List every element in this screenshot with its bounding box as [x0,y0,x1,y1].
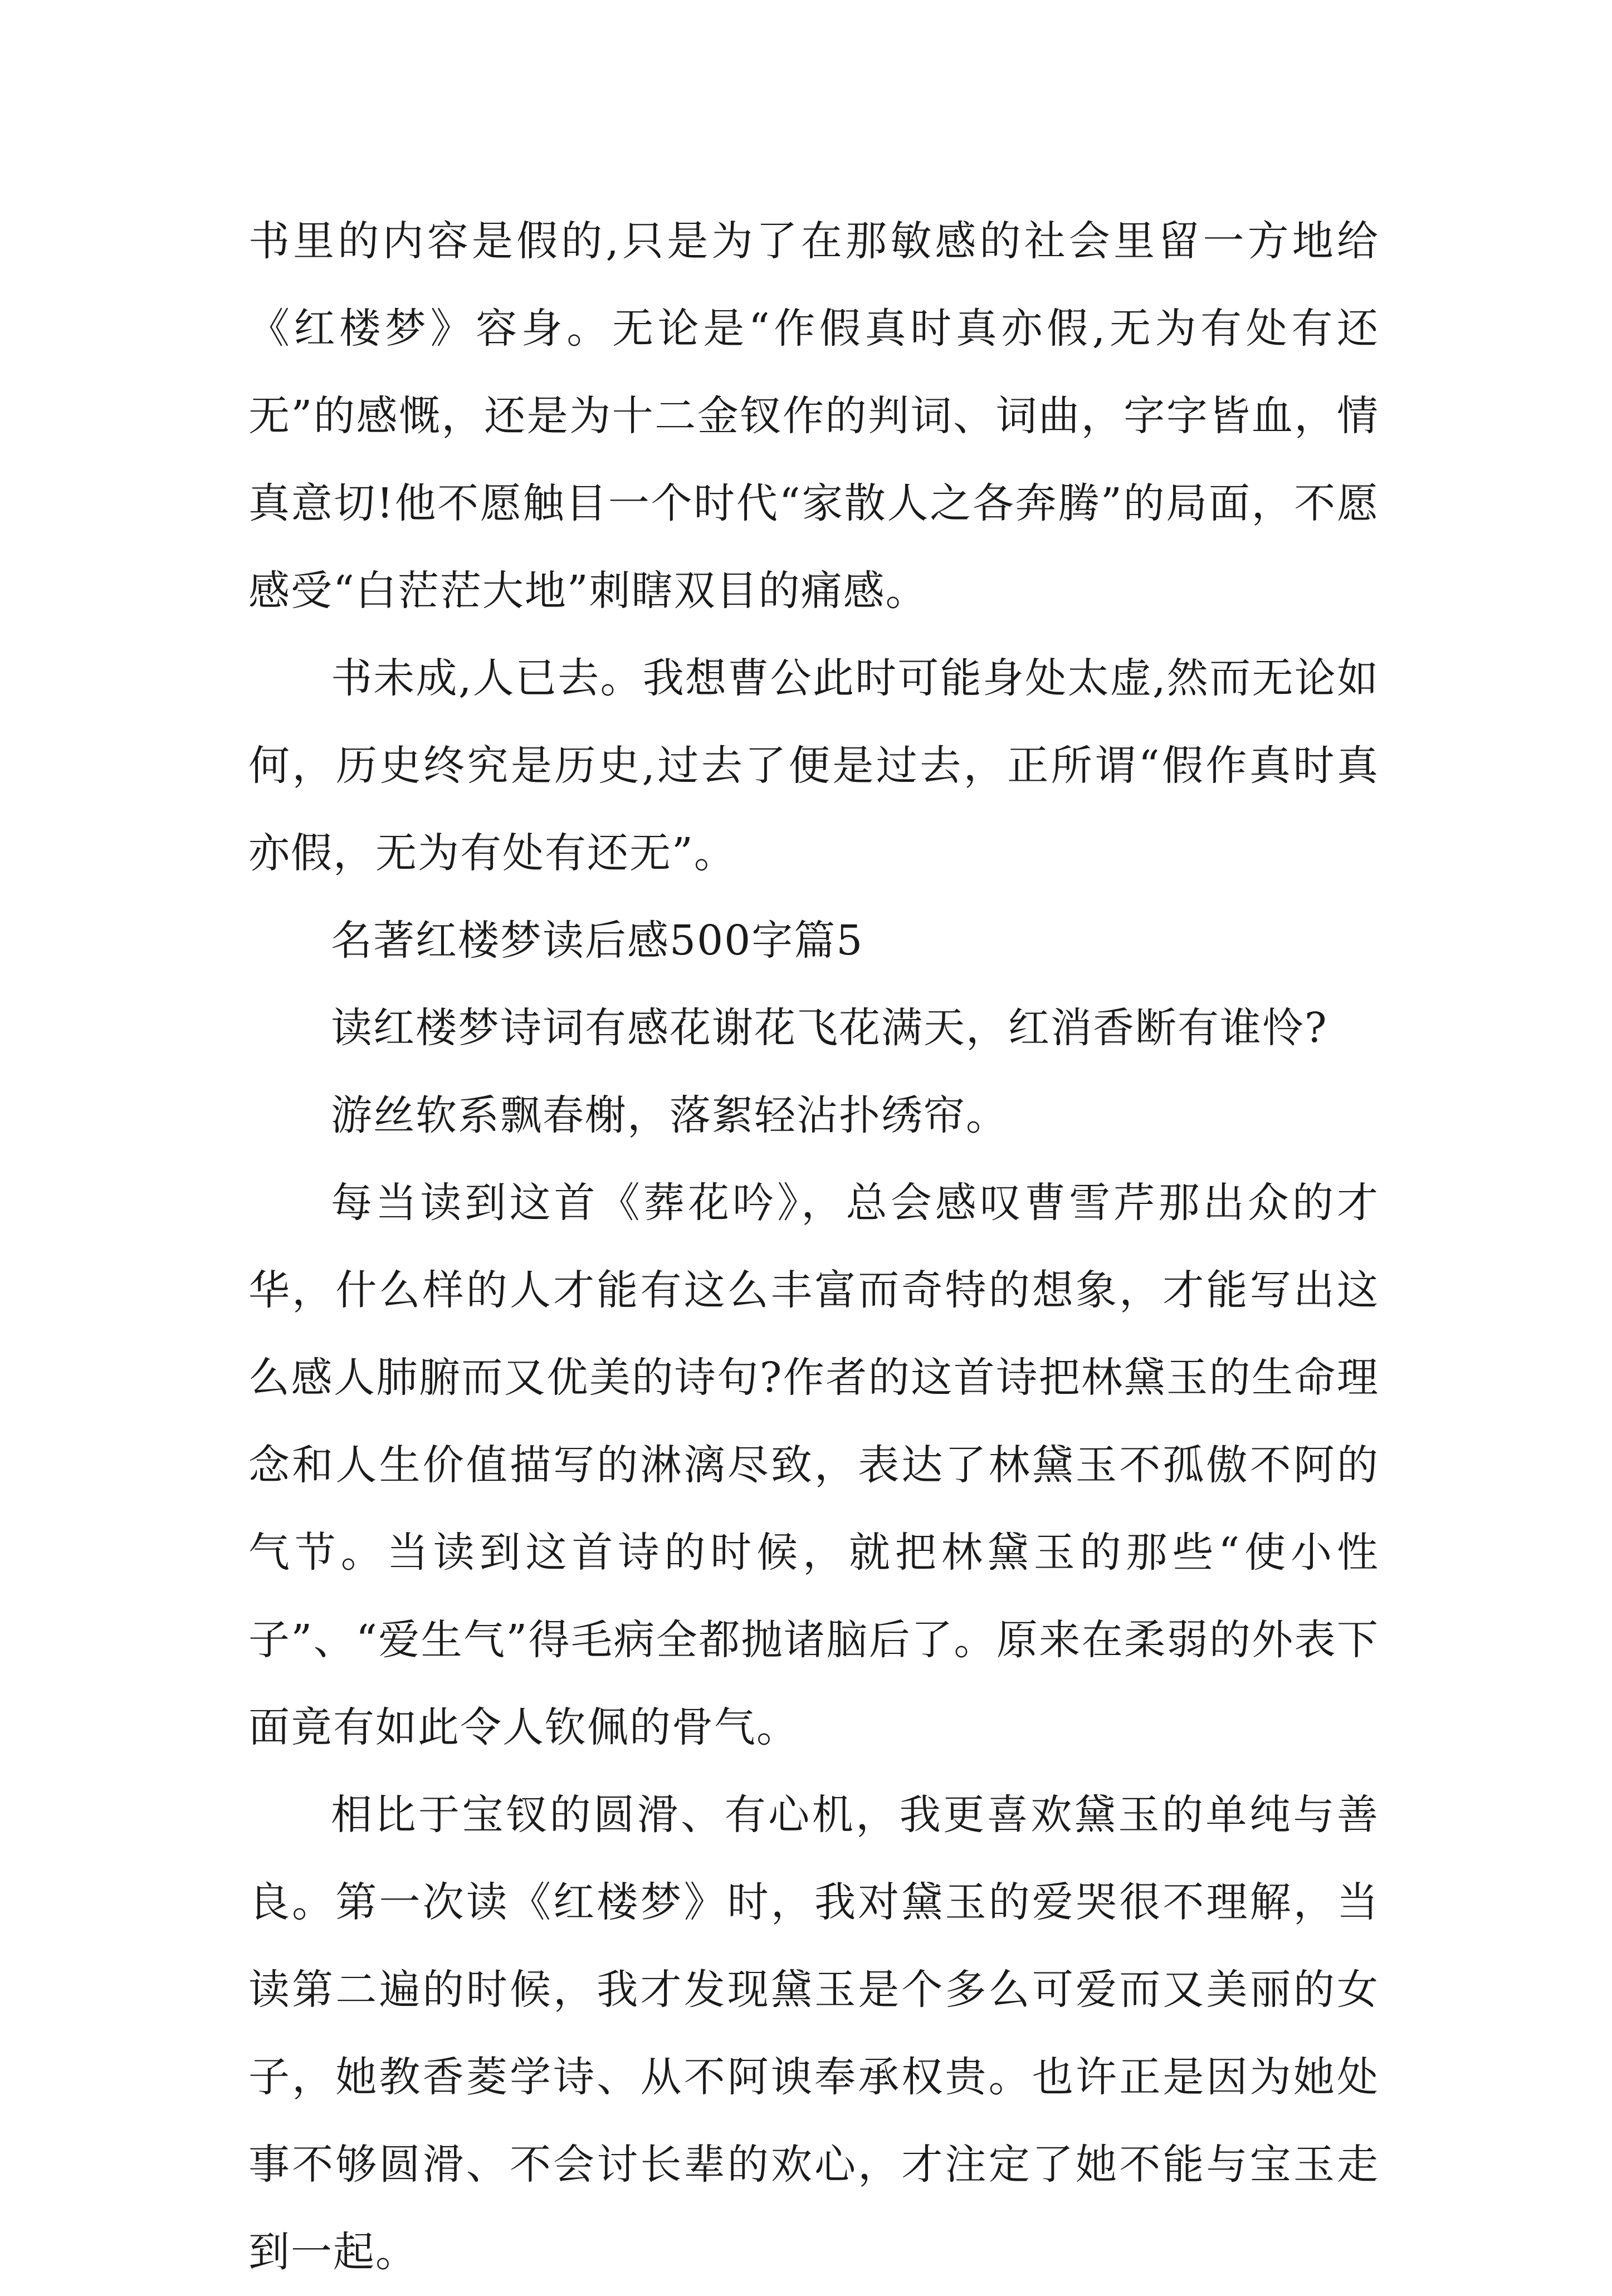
document-body [248,198,1379,2296]
poem-line-2: 游丝软系飘春榭，落絮轻沾扑绣帘。 [331,1091,1008,1139]
paragraph-4: 相比于宝钗的圆滑、有心机，我更喜欢黛玉的单纯与善良。第一次读《红楼梦》时，我对黛玉的爱哭很不理解，当读第二遍的时候，我才发现黛玉是个多么可爱而又美丽的女子，她教香菱学诗、从不阿谀奉承权贵。也许正是因为她处事不够圆滑、不会讨长辈的欢心，才注定了她不能与宝玉走到一起。 [248,1791,1379,2276]
paragraph-3: 每当读到这首《葬花吟》，总会感叹曹雪芹那出众的才华，什么样的人才能有这么丰富而奇特的想象，才能写出这么感人肺腑而又优美的诗句?作者的这首诗把林黛玉的生命理念和人生价值描写的淋漓尽致，表达了林黛玉不孤傲不阿的气节。当读到这首诗的时候，就把林黛玉的那些“使小性子”、“爱生气”得毛病全都抛诸脑后了。原来在柔弱的外表下面竟有如此令人钦佩的骨气。 [248,1179,1379,1751]
poem-line-1: 读红楼梦诗词有感花谢花飞花满天，红消香断有谁怜? [331,1004,1328,1052]
paragraph-2: 书未成,人已去。我想曹公此时可能身处太虚,然而无论如何，历史终究是历史,过去了便是过去，正所谓“假作真时真亦假，无为有处有还无”。 [248,654,1379,877]
paragraph-1: 书里的内容是假的,只是为了在那敏感的社会里留一方地给《红楼梦》容身。无论是“作假真时真亦假,无为有处有还无”的感慨，还是为十二金钗作的判词、词曲，字字皆血，情真意切!他不愿触目一个时代“家散人之各奔腾”的局面，不愿感受“白茫茫大地”刺瞎双目的痛感。 [248,217,1379,615]
section-heading: 名著红楼梦读后感500字篇5 [331,917,864,965]
